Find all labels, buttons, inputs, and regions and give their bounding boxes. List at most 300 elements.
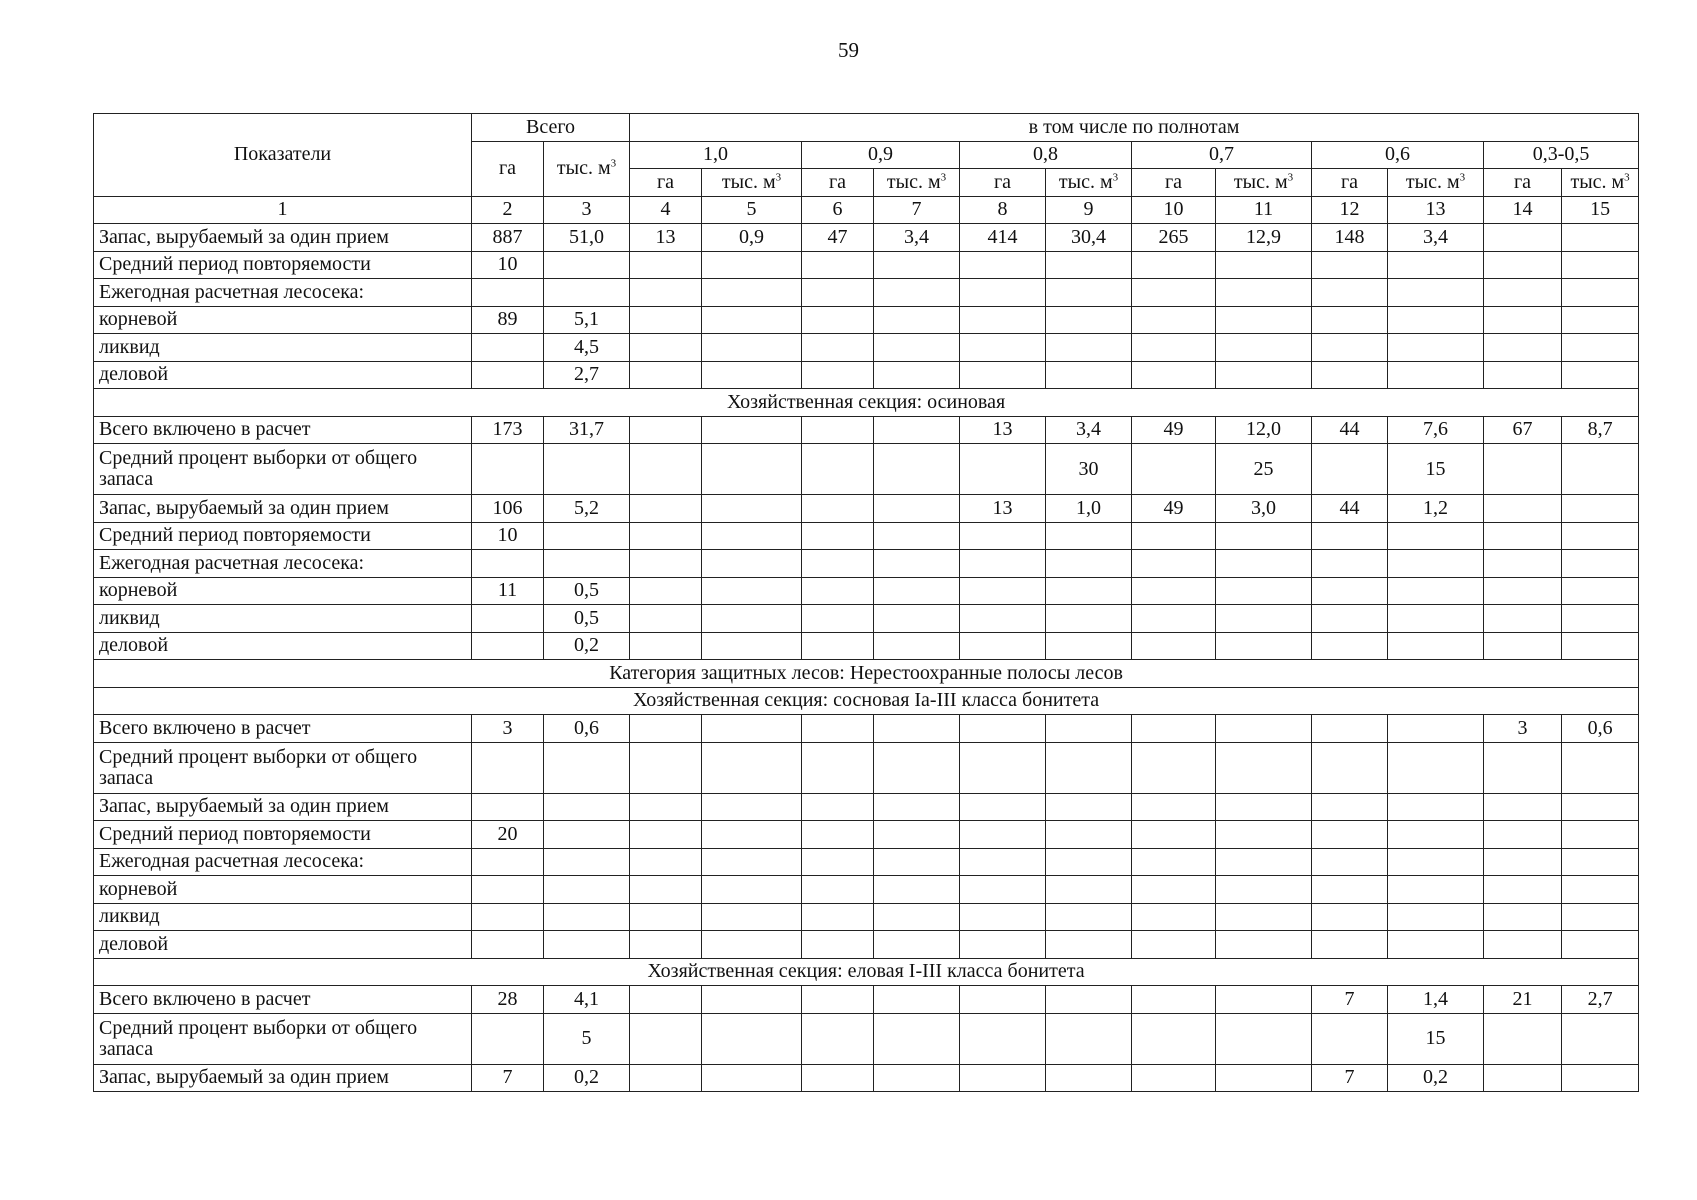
- table-cell: [1484, 876, 1562, 904]
- table-cell: [472, 742, 544, 793]
- table-cell: [472, 279, 544, 307]
- table-cell: [630, 361, 702, 389]
- table-cell: [802, 279, 874, 307]
- table-cell: [1312, 334, 1388, 362]
- section-title: Хозяйственная секция: осиновая: [94, 389, 1639, 417]
- table-cell: [1484, 1013, 1562, 1064]
- table-cell: 13: [960, 416, 1046, 444]
- table-cell: 173: [472, 416, 544, 444]
- table-cell: [630, 848, 702, 876]
- table-cell: [702, 495, 802, 523]
- table-cell: [1562, 495, 1639, 523]
- table-row: [94, 742, 1639, 793]
- column-number: 2: [472, 196, 544, 224]
- table-cell: [1046, 1013, 1132, 1064]
- table-cell: [1562, 876, 1639, 904]
- table-cell: [544, 279, 630, 307]
- table-cell: [1562, 931, 1639, 959]
- table-cell: [1216, 986, 1312, 1014]
- table-cell: [1388, 848, 1484, 876]
- row-label: Всего включено в расчет: [94, 986, 472, 1014]
- column-number: 6: [802, 196, 874, 224]
- table-cell: [1046, 848, 1132, 876]
- table-cell: [1312, 1013, 1388, 1064]
- section-title: Хозяйственная секция: еловая I-III класса бонитета: [94, 958, 1639, 986]
- column-number: 5: [702, 196, 802, 224]
- header-density-3: 0,7: [1132, 141, 1312, 169]
- table-cell: [802, 495, 874, 523]
- row-label: Средний процент выборки от общего запаса: [94, 444, 472, 495]
- table-cell: 25: [1216, 444, 1312, 495]
- table-cell: [1132, 876, 1216, 904]
- table-cell: [702, 986, 802, 1014]
- table-cell: [544, 931, 630, 959]
- table-cell: [1046, 306, 1132, 334]
- table-cell: [472, 903, 544, 931]
- table-cell: [874, 1013, 960, 1064]
- table-cell: 67: [1484, 416, 1562, 444]
- table-cell: [1046, 251, 1132, 279]
- table-cell: [802, 632, 874, 660]
- table-cell: [1132, 848, 1216, 876]
- table-cell: 13: [630, 224, 702, 252]
- table-cell: [1312, 793, 1388, 821]
- table-cell: 2,7: [1562, 986, 1639, 1014]
- row-label: Ежегодная расчетная лесосека:: [94, 848, 472, 876]
- table-cell: [1484, 793, 1562, 821]
- table-cell: 3,4: [1388, 224, 1484, 252]
- table-cell: [802, 306, 874, 334]
- row-label: Средний период повторяемости: [94, 522, 472, 550]
- header-density-0: 1,0: [630, 141, 802, 169]
- column-number: 11: [1216, 196, 1312, 224]
- table-cell: 0,5: [544, 577, 630, 605]
- table-cell: [702, 522, 802, 550]
- table-cell: [1216, 522, 1312, 550]
- table-cell: [1132, 1064, 1216, 1092]
- table-row: [94, 522, 1639, 550]
- row-label: Средний процент выборки от общего запаса: [94, 742, 472, 793]
- table-row: [94, 279, 1639, 307]
- table-cell: [1132, 903, 1216, 931]
- table-cell: [1562, 821, 1639, 849]
- table-cell: 0,6: [1562, 715, 1639, 743]
- header-unit-vol: тыс. $м^3$: [1046, 169, 1132, 197]
- table-cell: [1484, 361, 1562, 389]
- table-cell: [544, 251, 630, 279]
- table-cell: [630, 931, 702, 959]
- table-cell: [1312, 251, 1388, 279]
- table-cell: [1046, 577, 1132, 605]
- table-cell: [1484, 903, 1562, 931]
- table-cell: [544, 876, 630, 904]
- table-cell: [960, 605, 1046, 633]
- table-cell: [874, 577, 960, 605]
- table-cell: [630, 577, 702, 605]
- table-cell: [1216, 632, 1312, 660]
- table-cell: [702, 1064, 802, 1092]
- table-cell: 89: [472, 306, 544, 334]
- table-cell: [1046, 821, 1132, 849]
- table-cell: 20: [472, 821, 544, 849]
- table-cell: 887: [472, 224, 544, 252]
- table-cell: [544, 550, 630, 578]
- table-cell: [1046, 793, 1132, 821]
- table-cell: [1046, 986, 1132, 1014]
- table-cell: [544, 444, 630, 495]
- table-cell: [874, 821, 960, 849]
- table-cell: [1484, 495, 1562, 523]
- table-cell: [1312, 821, 1388, 849]
- table-cell: [630, 793, 702, 821]
- row-label: Запас, вырубаемый за один прием: [94, 495, 472, 523]
- table-cell: [1312, 361, 1388, 389]
- table-cell: 44: [1312, 495, 1388, 523]
- table-cell: [1046, 715, 1132, 743]
- table-cell: 0,2: [544, 1064, 630, 1092]
- table-cell: [472, 876, 544, 904]
- table-row: [94, 306, 1639, 334]
- header-unit-vol: тыс. $м^3$: [1562, 169, 1639, 197]
- table-cell: [1562, 793, 1639, 821]
- table-cell: [1046, 550, 1132, 578]
- table-cell: [802, 605, 874, 633]
- table-cell: [1312, 306, 1388, 334]
- column-number: 10: [1132, 196, 1216, 224]
- table-cell: [630, 632, 702, 660]
- table-cell: [1132, 742, 1216, 793]
- table-cell: [1562, 279, 1639, 307]
- table-row: [94, 495, 1639, 523]
- table-cell: 5: [544, 1013, 630, 1064]
- table-cell: [630, 306, 702, 334]
- table-cell: [1484, 931, 1562, 959]
- row-label: Средний период повторяемости: [94, 821, 472, 849]
- header-unit-vol: тыс. $м^3$: [874, 169, 960, 197]
- header-unit-ha: га: [1312, 169, 1388, 197]
- table-cell: [630, 876, 702, 904]
- table-cell: [472, 361, 544, 389]
- table-cell: [1484, 577, 1562, 605]
- table-cell: [874, 279, 960, 307]
- table-cell: [702, 306, 802, 334]
- table-cell: [1216, 931, 1312, 959]
- row-label: корневой: [94, 577, 472, 605]
- header-unit-ha: га: [802, 169, 874, 197]
- table-cell: [1388, 742, 1484, 793]
- table-row: [94, 986, 1639, 1014]
- table-cell: 7: [1312, 986, 1388, 1014]
- table-cell: [630, 550, 702, 578]
- table-row: [94, 715, 1639, 743]
- table-cell: [1046, 522, 1132, 550]
- table-cell: [1132, 361, 1216, 389]
- table-cell: [1216, 306, 1312, 334]
- table-cell: [802, 577, 874, 605]
- table-cell: 15: [1388, 444, 1484, 495]
- table-cell: [1562, 550, 1639, 578]
- column-number: 1: [94, 196, 472, 224]
- table-cell: [1484, 522, 1562, 550]
- row-label: деловой: [94, 632, 472, 660]
- table-cell: 7,6: [1388, 416, 1484, 444]
- table-cell: [1388, 793, 1484, 821]
- table-cell: [630, 1064, 702, 1092]
- table-cell: [1562, 522, 1639, 550]
- table-cell: [544, 821, 630, 849]
- table-cell: [1312, 577, 1388, 605]
- table-cell: [1132, 279, 1216, 307]
- table-cell: 1,0: [1046, 495, 1132, 523]
- table-cell: [472, 1013, 544, 1064]
- table-cell: 3: [1484, 715, 1562, 743]
- table-row: [94, 334, 1639, 362]
- table-cell: [1216, 1064, 1312, 1092]
- table-cell: 265: [1132, 224, 1216, 252]
- table-cell: 13: [960, 495, 1046, 523]
- table-row: [94, 361, 1639, 389]
- row-label: Запас, вырубаемый за один прием: [94, 793, 472, 821]
- table-cell: [874, 605, 960, 633]
- table-cell: [1312, 279, 1388, 307]
- table-cell: [874, 444, 960, 495]
- table-cell: 414: [960, 224, 1046, 252]
- table-cell: [702, 903, 802, 931]
- table-cell: [802, 416, 874, 444]
- header-total-vol: тыс. $м^3$: [544, 141, 630, 196]
- table-cell: 0,2: [1388, 1064, 1484, 1092]
- table-cell: 10: [472, 522, 544, 550]
- table-cell: [874, 522, 960, 550]
- table-cell: [1388, 903, 1484, 931]
- table-cell: [874, 251, 960, 279]
- table-cell: 47: [802, 224, 874, 252]
- column-number: 8: [960, 196, 1046, 224]
- table-cell: [630, 416, 702, 444]
- table-cell: [1562, 306, 1639, 334]
- table-cell: [874, 931, 960, 959]
- column-number: 13: [1388, 196, 1484, 224]
- table-cell: [1312, 632, 1388, 660]
- table-cell: [630, 444, 702, 495]
- table-cell: [802, 931, 874, 959]
- table-cell: [1046, 742, 1132, 793]
- table-cell: [702, 931, 802, 959]
- table-cell: [1216, 334, 1312, 362]
- header-unit-ha: га: [1484, 169, 1562, 197]
- table-cell: [1388, 306, 1484, 334]
- table-cell: 7: [1312, 1064, 1388, 1092]
- column-number: 4: [630, 196, 702, 224]
- table-cell: [802, 821, 874, 849]
- header-total: Всего: [472, 114, 630, 142]
- table-cell: [1562, 361, 1639, 389]
- table-cell: [702, 1013, 802, 1064]
- table-cell: 0,6: [544, 715, 630, 743]
- row-label: Ежегодная расчетная лесосека:: [94, 550, 472, 578]
- table-row: [94, 1013, 1639, 1064]
- table-cell: [630, 742, 702, 793]
- table-cell: [702, 715, 802, 743]
- row-label: Всего включено в расчет: [94, 416, 472, 444]
- table-cell: 49: [1132, 416, 1216, 444]
- table-cell: [1312, 715, 1388, 743]
- table-cell: [1132, 632, 1216, 660]
- row-label: ликвид: [94, 334, 472, 362]
- column-number-row: [94, 196, 1639, 224]
- table-cell: [544, 522, 630, 550]
- table-cell: [874, 742, 960, 793]
- table-cell: [1312, 876, 1388, 904]
- table-cell: [1132, 444, 1216, 495]
- table-cell: [1132, 793, 1216, 821]
- table-cell: [874, 1064, 960, 1092]
- table-cell: [874, 416, 960, 444]
- table-cell: 8,7: [1562, 416, 1639, 444]
- table-cell: [1216, 279, 1312, 307]
- table-cell: [960, 848, 1046, 876]
- table-cell: 148: [1312, 224, 1388, 252]
- table-cell: [1216, 715, 1312, 743]
- table-cell: [630, 715, 702, 743]
- table-cell: [1132, 251, 1216, 279]
- table-cell: [960, 251, 1046, 279]
- table-cell: [802, 903, 874, 931]
- table-cell: [1388, 279, 1484, 307]
- table-cell: [1562, 224, 1639, 252]
- table-cell: [1216, 876, 1312, 904]
- header-total-ha: га: [472, 141, 544, 196]
- table-cell: [472, 931, 544, 959]
- row-label: Средний период повторяемости: [94, 251, 472, 279]
- table-cell: [1046, 931, 1132, 959]
- table-cell: [960, 876, 1046, 904]
- table-cell: [1216, 361, 1312, 389]
- table-cell: 3,4: [874, 224, 960, 252]
- table-cell: [1216, 251, 1312, 279]
- table-cell: [960, 931, 1046, 959]
- table-cell: [1216, 793, 1312, 821]
- table-row: [94, 416, 1639, 444]
- table-cell: 49: [1132, 495, 1216, 523]
- table-cell: [874, 876, 960, 904]
- table-row: [94, 876, 1639, 904]
- row-label: корневой: [94, 876, 472, 904]
- table-cell: [544, 742, 630, 793]
- table-cell: [960, 306, 1046, 334]
- table-cell: [1216, 821, 1312, 849]
- table-row: [94, 821, 1639, 849]
- table-cell: 10: [472, 251, 544, 279]
- table-cell: 51,0: [544, 224, 630, 252]
- header-unit-vol: тыс. $м^3$: [1216, 169, 1312, 197]
- table-cell: [1312, 444, 1388, 495]
- table-cell: 1,4: [1388, 986, 1484, 1014]
- table-cell: 5,2: [544, 495, 630, 523]
- table-cell: [802, 444, 874, 495]
- table-cell: [472, 444, 544, 495]
- table-cell: [472, 848, 544, 876]
- table-cell: [702, 416, 802, 444]
- table-header: [94, 114, 1639, 224]
- header-density-2: 0,8: [960, 141, 1132, 169]
- section-row: [94, 687, 1639, 715]
- table-cell: [472, 632, 544, 660]
- table-cell: [1562, 444, 1639, 495]
- table-cell: 3,4: [1046, 416, 1132, 444]
- table-row: [94, 224, 1639, 252]
- table-cell: [802, 1013, 874, 1064]
- header-unit-vol: тыс. $м^3$: [702, 169, 802, 197]
- table-cell: [1132, 577, 1216, 605]
- table-cell: [472, 793, 544, 821]
- table-cell: 3,0: [1216, 495, 1312, 523]
- table-cell: [702, 279, 802, 307]
- table-cell: 44: [1312, 416, 1388, 444]
- table-row: [94, 1064, 1639, 1092]
- table-cell: [1484, 632, 1562, 660]
- table-cell: [1388, 361, 1484, 389]
- table-cell: [960, 1013, 1046, 1064]
- table-cell: 15: [1388, 1013, 1484, 1064]
- table-cell: [874, 986, 960, 1014]
- table-cell: [1388, 876, 1484, 904]
- table-cell: [1484, 334, 1562, 362]
- table-cell: [1388, 550, 1484, 578]
- table-cell: [1312, 848, 1388, 876]
- table-cell: [1216, 742, 1312, 793]
- table-cell: [1562, 903, 1639, 931]
- table-cell: [702, 605, 802, 633]
- table-cell: 28: [472, 986, 544, 1014]
- table-cell: [472, 550, 544, 578]
- table-cell: [1216, 605, 1312, 633]
- table-cell: [544, 848, 630, 876]
- table-cell: [630, 1013, 702, 1064]
- table-cell: 1,2: [1388, 495, 1484, 523]
- table-cell: [1046, 632, 1132, 660]
- table-cell: [960, 444, 1046, 495]
- table-cell: [630, 903, 702, 931]
- column-number: 9: [1046, 196, 1132, 224]
- table-cell: [1484, 251, 1562, 279]
- table-cell: [874, 550, 960, 578]
- table-cell: [702, 821, 802, 849]
- table-cell: [702, 577, 802, 605]
- table-cell: [1216, 577, 1312, 605]
- table-cell: [960, 522, 1046, 550]
- header-unit-vol: тыс. $м^3$: [1388, 169, 1484, 197]
- table-cell: [1216, 550, 1312, 578]
- table-cell: [1132, 334, 1216, 362]
- table-cell: [1484, 224, 1562, 252]
- table-cell: [1484, 821, 1562, 849]
- header-unit-ha: га: [960, 169, 1046, 197]
- table-cell: 5,1: [544, 306, 630, 334]
- table-cell: [1216, 903, 1312, 931]
- column-number: 3: [544, 196, 630, 224]
- section-row: [94, 958, 1639, 986]
- table-cell: [1484, 306, 1562, 334]
- table-cell: [802, 715, 874, 743]
- table-cell: [1388, 632, 1484, 660]
- table-row: [94, 605, 1639, 633]
- table-cell: [1388, 715, 1484, 743]
- table-cell: [1132, 821, 1216, 849]
- row-label: Ежегодная расчетная лесосека:: [94, 279, 472, 307]
- header-density-1: 0,9: [802, 141, 960, 169]
- table-cell: [874, 306, 960, 334]
